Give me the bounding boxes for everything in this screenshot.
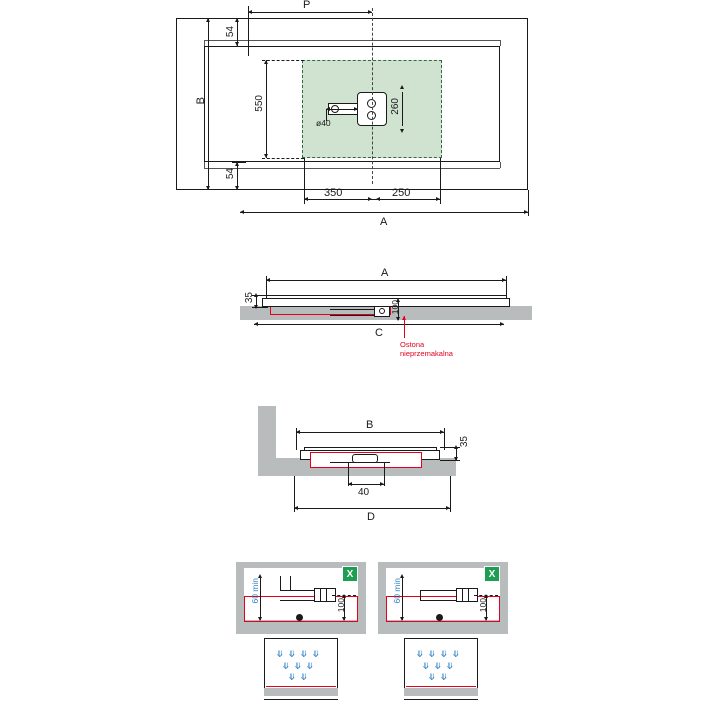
dim-d40-ext <box>326 109 327 121</box>
detail-right-dim-60-arrow-down <box>400 617 404 621</box>
dim-260-line <box>402 92 403 126</box>
note-leader-arrow <box>402 316 406 320</box>
side-dim-35-ext-top <box>252 295 268 296</box>
dim-b-arrow-top <box>206 18 210 22</box>
dim-chain-line <box>304 199 440 200</box>
detail-left-dim-60-label: 60 min <box>250 578 260 604</box>
detail-left-pipe-bottom <box>280 600 314 601</box>
front-dim-35-ext-bottom <box>440 460 460 461</box>
dim-a-line <box>240 212 528 213</box>
detail-right-drop-7: ⤋ <box>446 661 454 671</box>
dim-a-label: A <box>380 216 388 228</box>
detail-left-spray-base-line <box>264 699 338 700</box>
front-dim-40-label: 40 <box>358 487 370 498</box>
detail-right-drop-1: ⤋ <box>416 649 424 659</box>
front-dim-d-ext-left <box>294 476 295 512</box>
dim-a-ext-right <box>528 190 529 216</box>
detail-views <box>0 556 720 720</box>
dim-250-arrow-left <box>376 197 380 201</box>
dim-54-bottom-label: 54 <box>225 168 236 180</box>
detail-left-drop-9: ⤋ <box>300 672 308 682</box>
side-section-view <box>0 262 720 372</box>
front-dim-40-line <box>348 484 384 485</box>
detail-left-drop-8: ⤋ <box>288 672 296 682</box>
dim-d40-label: ø40 <box>316 118 331 128</box>
dim-b-label: B <box>195 97 207 105</box>
detail-left-drop-5: ⤋ <box>282 661 290 671</box>
side-dim-c-arrow-left <box>254 322 258 326</box>
side-dim-35-ext-bottom <box>252 307 268 308</box>
front-dim-d-line <box>294 508 450 509</box>
detail-right-dim-60-label: 60 min <box>392 578 402 604</box>
dim-54-bottom-arrow-down <box>235 186 239 190</box>
drain-pipe-section-top <box>330 309 374 310</box>
detail-right-dim-60-line <box>402 576 403 620</box>
dim-54-top-arrow-up <box>235 18 239 22</box>
side-dim-100-arrow-down <box>396 317 400 321</box>
front-section-view <box>0 390 720 540</box>
front-dim-40-ext-right <box>384 462 385 486</box>
dim-54-top-label: 54 <box>225 26 236 38</box>
detail-left-pipe-top <box>280 590 314 591</box>
detail-left-bend-left <box>280 576 281 590</box>
dim-350-label: 350 <box>324 187 343 199</box>
dim-p-arrow-right <box>368 10 372 14</box>
drain-section-ring <box>379 308 385 314</box>
basin-left-curve-b <box>204 162 205 168</box>
detail-left-drop-3: ⤋ <box>300 649 308 659</box>
dim-p-label: P <box>303 0 311 11</box>
detail-right-coupling-rib2 <box>468 588 469 602</box>
front-dim-d-ext-right <box>450 476 451 512</box>
dim-p-line <box>248 12 372 13</box>
dim-260-arrow-bottom <box>400 129 404 133</box>
detail-left-drop-7: ⤋ <box>306 661 314 671</box>
dim-250-label: 250 <box>392 187 411 199</box>
dim-p-ext-left <box>248 6 249 56</box>
dim-550-line <box>266 60 267 158</box>
detail-right-badge-x: X <box>484 566 500 582</box>
detail-right-drop-3: ⤋ <box>440 649 448 659</box>
front-dim-40-ext-left <box>348 462 349 486</box>
detail-right-pipe-top <box>420 590 456 591</box>
basin-left-curve <box>204 40 205 46</box>
front-dim-d-label: D <box>367 511 375 523</box>
detail-left-coupling-rib1 <box>320 588 321 602</box>
tray-top-surface <box>266 295 506 296</box>
dim-260-arrow-top <box>400 85 404 89</box>
dim-550-label: 550 <box>254 95 265 112</box>
front-tray-top <box>304 447 436 448</box>
basin-right-curve-b <box>500 162 501 168</box>
side-dim-100-label: 100 <box>390 300 400 315</box>
detail-left-dim-60-line <box>260 576 261 620</box>
detail-left-drop-1: ⤋ <box>276 649 284 659</box>
detail-left-coupling-rib2 <box>326 588 327 602</box>
detail-left-drop-6: ⤋ <box>294 661 302 671</box>
waterproof-note-line2: nieprzemakalna <box>400 349 453 358</box>
dim-b-line <box>208 18 209 190</box>
detail-right-spray-membrane <box>406 686 476 687</box>
detail-left-dim-60-arrow-down <box>258 617 262 621</box>
front-drain-pipe <box>330 462 390 463</box>
detail-right-drop-6: ⤋ <box>434 661 442 671</box>
detail-right-spray-base <box>404 688 478 696</box>
detail-left <box>236 556 366 720</box>
front-tray-right-edge <box>436 447 437 451</box>
top-view <box>0 0 720 240</box>
detail-left-bend-right <box>290 576 291 590</box>
dim-a-arrow-left <box>240 210 244 214</box>
detail-right-coupling-rib1 <box>462 588 463 602</box>
dim-550-ext-bottom <box>262 158 304 159</box>
detail-left-dim-100-arrow-down <box>342 617 346 621</box>
detail-right-drop-5: ⤋ <box>422 661 430 671</box>
side-dim-a-line <box>266 280 506 281</box>
front-dim-b-ext-left <box>296 428 297 450</box>
basin-bottom-curve <box>204 168 500 169</box>
front-dim-35-ext-top <box>440 447 460 448</box>
front-dim-b-label: B <box>366 419 374 431</box>
detail-left-dim-100-label: 100 <box>336 598 346 613</box>
dim-d40-arrow-right <box>354 107 358 111</box>
dim-chain-ext-right <box>440 158 441 204</box>
detail-right-drop-2: ⤋ <box>428 649 436 659</box>
detail-left-badge-x: X <box>342 566 358 582</box>
detail-left-drop-2: ⤋ <box>288 649 296 659</box>
center-axis-vertical <box>372 8 373 184</box>
side-dim-35-label: 35 <box>244 292 255 304</box>
detail-left-spray-base <box>264 688 338 696</box>
detail-left-node-dot <box>296 614 303 621</box>
detail-right-dim-100-arrow-down <box>484 617 488 621</box>
front-tray-left-edge <box>304 447 305 451</box>
side-dim-c-line <box>254 324 504 325</box>
side-dim-a-label: A <box>381 267 389 279</box>
detail-left-spray-membrane <box>266 686 336 687</box>
side-dim-c-label: C <box>375 327 383 339</box>
waterproof-note-line1: Ostona <box>400 340 425 349</box>
drain-pipe-section-bottom <box>330 315 374 316</box>
detail-right-spray-base-line <box>404 699 478 700</box>
detail-right-drop-9: ⤋ <box>440 672 448 682</box>
tray-right-edge <box>506 295 507 299</box>
dim-chain-ext-left <box>304 158 305 204</box>
detail-right-dim-100-label: 100 <box>478 598 488 613</box>
detail-right-drop-4: ⤋ <box>452 649 460 659</box>
detail-left-drop-4: ⤋ <box>312 649 320 659</box>
detail-right-pipe-bottom <box>420 600 456 601</box>
dim-54-bottom-ext <box>232 162 246 163</box>
dim-260-label: 260 <box>390 98 401 115</box>
detail-right-pipe-end <box>420 590 421 600</box>
detail-right-node-dot <box>436 614 443 621</box>
dim-b-arrow-bottom <box>206 186 210 190</box>
dim-550-ext-top <box>262 60 304 61</box>
waterproof-note <box>400 340 470 358</box>
dim-350-arrow-right <box>368 197 372 201</box>
side-dim-c-arrow-right <box>500 322 504 326</box>
front-dim-35-label: 35 <box>459 436 470 448</box>
dim-54-top-ext <box>232 46 246 47</box>
detail-right-drop-8: ⤋ <box>428 672 436 682</box>
waterproof-membrane-left <box>270 307 271 315</box>
detail-right <box>378 556 508 720</box>
front-dim-b-line <box>296 432 444 433</box>
basin-right-curve <box>500 40 501 46</box>
